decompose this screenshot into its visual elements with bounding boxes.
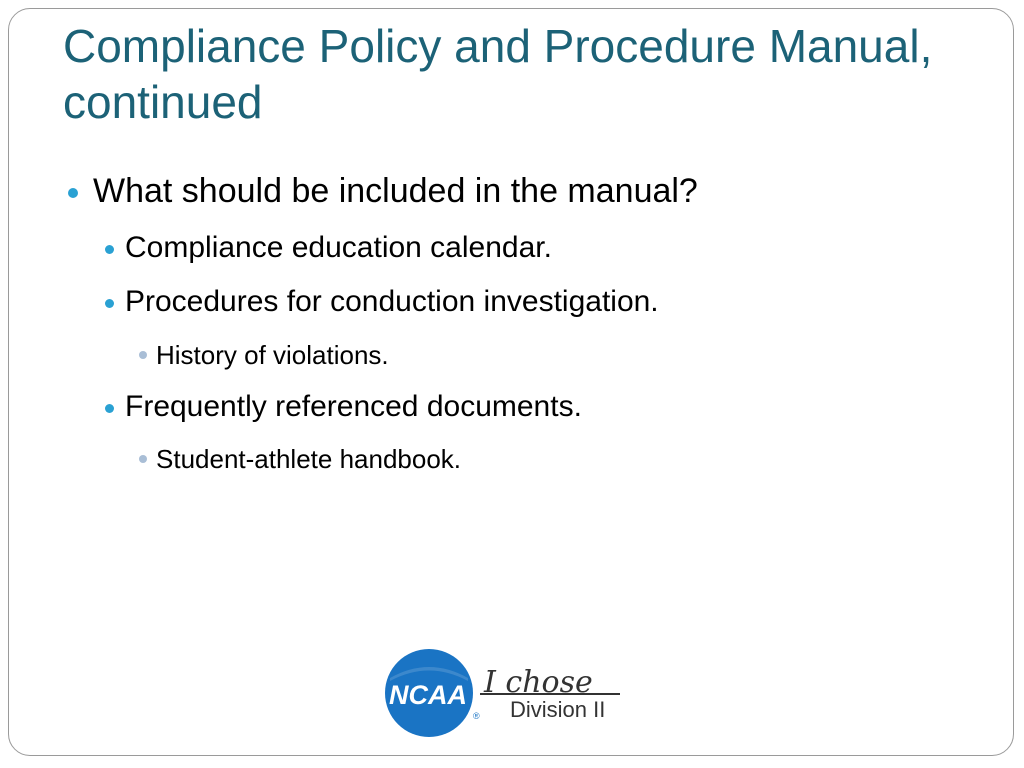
bullet-item-level-1: [93, 171, 698, 211]
ncaa-disc-icon: [385, 649, 480, 737]
division-ii-label: Division II: [510, 697, 606, 722]
bullet-text: History of violations.: [156, 340, 389, 370]
bullet-dot-icon: [105, 299, 114, 308]
bullet-text: Frequently referenced documents.: [125, 390, 582, 423]
bullet-item-level-2: [125, 389, 582, 425]
bullet-dot-icon: [139, 351, 147, 359]
slide-title: Compliance Policy and Procedure Manual, continued: [63, 20, 933, 128]
i-chose-script: I chose: [484, 665, 593, 700]
bullet-text: Procedures for conduction investigation.: [125, 285, 659, 318]
bullet-text: Compliance education calendar.: [125, 231, 552, 264]
bullet-item-level-3: [156, 339, 389, 371]
bullet-item-level-2: [125, 230, 552, 266]
bullet-dot-icon: [105, 245, 114, 254]
bullet-dot-icon: [68, 188, 78, 198]
bullet-text: Student-athlete handbook.: [156, 444, 462, 474]
registered-mark: ®: [473, 711, 480, 721]
bullet-dot-icon: [139, 455, 147, 463]
ncaa-wordmark: NCAA: [389, 680, 467, 710]
bullet-item-level-3: [156, 443, 461, 475]
bullet-item-level-2: [125, 284, 659, 320]
ncaa-division-ii-logo: [384, 648, 628, 740]
bullet-dot-icon: [105, 404, 114, 413]
bullet-text: What should be included in the manual?: [93, 172, 698, 210]
